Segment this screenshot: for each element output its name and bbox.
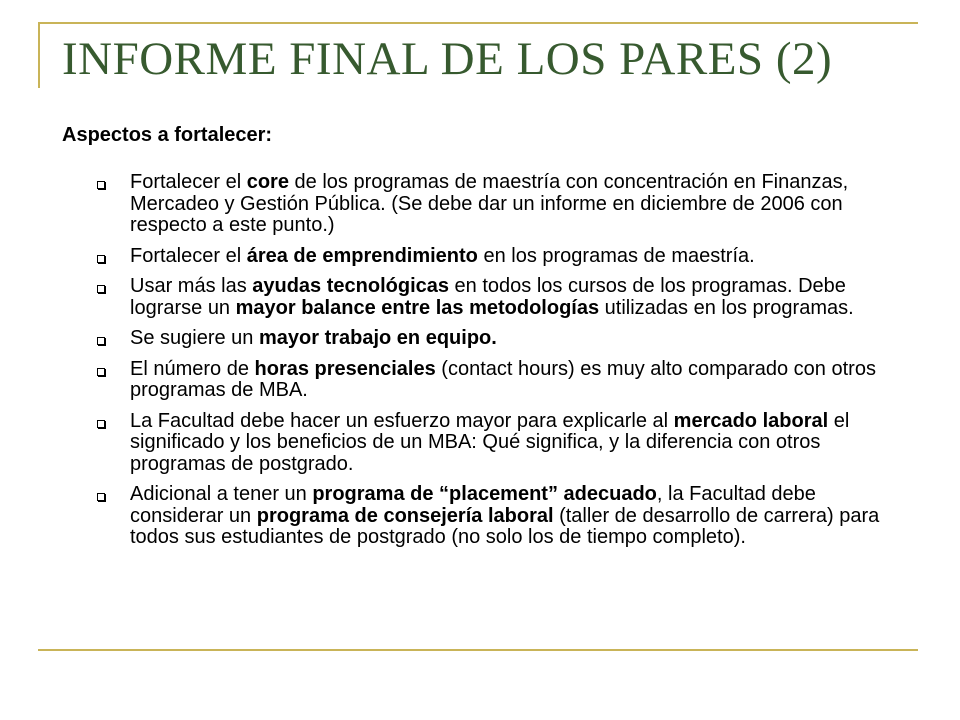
bullet-text: Usar más las	[130, 275, 253, 297]
bullet-item	[97, 172, 897, 237]
square-bullet-icon	[97, 255, 105, 263]
bullet-emphasis: programa de consejería laboral	[256, 504, 554, 527]
bullet-item	[97, 328, 897, 350]
bottom-accent-rule	[38, 649, 918, 651]
bullet-emphasis: mayor balance entre las metodologías	[235, 296, 600, 319]
bullet-emphasis: ayudas tecnológicas	[252, 275, 449, 297]
bullet-text: en los programas de maestría.	[477, 244, 755, 267]
square-bullet-icon	[97, 285, 105, 293]
square-bullet-icon	[97, 337, 105, 345]
bullet-text: , la Facultad debe considerar un	[130, 483, 816, 527]
bullet-text: Fortalecer el	[130, 244, 247, 267]
bullet-text: de los programas de maestría con concentración en Finanzas, Mercadeo y Gestión Pública. (Se debe dar un informe en diciembre de 2006 con respecto a este punto.)	[130, 171, 849, 236]
bullet-emphasis: área de emprendimiento	[246, 244, 478, 267]
top-accent-rule	[38, 22, 918, 24]
bullet-text: Adicional a tener un	[130, 483, 313, 505]
square-bullet-icon	[97, 181, 105, 189]
bullet-emphasis: core	[246, 171, 289, 193]
bullet-text: (taller de desarrollo de carrera) para todos sus estudiantes de postgrado (no solo los de tiempo completo).	[130, 504, 880, 548]
bullet-text: La Facultad debe hacer un esfuerzo mayor para explicarle al	[130, 409, 674, 432]
bullet-item	[97, 246, 897, 268]
bullet-emphasis: mayor trabajo en equipo.	[258, 327, 497, 349]
slide-title: INFORME FINAL DE LOS PARES (2)	[62, 33, 833, 85]
square-bullet-icon	[97, 420, 105, 428]
bullet-item	[97, 359, 897, 402]
bullet-text: El número de	[130, 357, 255, 380]
bullet-item	[97, 484, 897, 549]
bullet-emphasis: mercado laboral	[673, 409, 829, 432]
section-subtitle: Aspectos a fortalecer:	[62, 124, 273, 146]
bullet-text: (contact hours) es muy alto comparado con otros programas de MBA.	[130, 357, 876, 401]
bullet-text: utilizadas en los programas.	[599, 296, 854, 319]
bullet-list	[97, 172, 897, 558]
bullet-text: Se sugiere un	[130, 327, 259, 349]
bullet-text: el significado y los beneficios de un MBA: Qué significa, y la diferencia con otros programas de postgrado.	[130, 409, 850, 475]
square-bullet-icon	[97, 493, 105, 501]
bullet-emphasis: programa de “placement” adecuado	[312, 483, 657, 505]
bullet-text: en todos los cursos de los programas. Debe lograrse un	[130, 275, 846, 319]
bullet-emphasis: horas presenciales	[254, 357, 436, 380]
square-bullet-icon	[97, 368, 105, 376]
bullet-item	[97, 411, 897, 476]
left-accent-rule	[38, 22, 40, 88]
bullet-text: Fortalecer el	[130, 171, 247, 193]
bullet-item	[97, 276, 897, 319]
